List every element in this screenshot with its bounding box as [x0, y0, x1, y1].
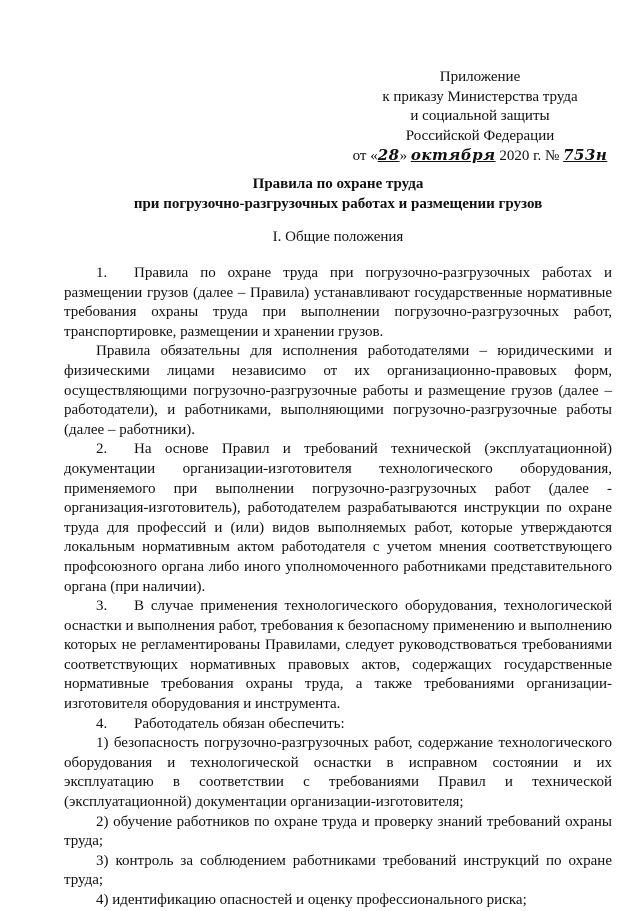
appendix-line-1: Приложение [439, 69, 521, 85]
order-number: 753н [563, 146, 608, 164]
section-heading: I. Общие положения [272, 229, 404, 245]
paragraph-3-number: 3. [96, 598, 108, 615]
date-month: октября [410, 146, 496, 164]
appendix-date-line [330, 146, 630, 167]
appendix-line-2: к приказу Министерства труда [382, 88, 578, 105]
paragraph-1-text: Правила по охране труда при погрузочно-разгрузочных работах и размещении грузов (далее – Правила) устанавливают государственные нормативные требования охраны труда при выполнении погрузочно-разгрузочных работ, транспортировке, размещении и хранении грузов. [64, 265, 612, 340]
date-year: 2020 г. № [495, 148, 564, 164]
appendix-header [330, 68, 630, 167]
title-line-2: при погрузочно-разгрузочных работах и размещении грузов [133, 195, 543, 212]
paragraph-1-number: 1. [96, 265, 108, 281]
list-item-4-4: 4) идентификацию опасностей и оценку профессионального риска; [96, 892, 527, 908]
paragraph-1 [64, 264, 612, 342]
appendix-line-3: и социальной защиты [410, 108, 550, 124]
list-item-4-3: 3) контроль за соблюдением работниками требований инструкций по охране труда; [64, 852, 612, 889]
paragraph-1b: Правила обязательны для исполнения работодателями – юридическими и физическими лицами независимо от их организационно-правовых форм, осуществляющими погрузочно-разгрузочные работы и размещение грузов (далее – работодатели), и работниками, выполняющими погрузочно-разгрузочные работы (далее – работники). [64, 343, 612, 438]
paragraph-2 [64, 440, 612, 597]
paragraph-4-text: Работодатель обязан обеспечить: [134, 715, 345, 732]
document-body [64, 264, 612, 911]
date-day: 28 [377, 146, 400, 164]
paragraph-3-text: В случае применения технологического оборудования, технологической оснастки и выполнения работ, требования к безопасному применению и выполнению которых не регламентированы Правилами, следует руководствоваться требованиями соответствующих нормативных правовых актов, содержащих государственные нормативные требования охраны труда, а также требованиями организации-изготовителя оборудования и инструмента. [64, 598, 613, 713]
list-item-4-1: 1) безопасность погрузочно-разгрузочных работ, содержание технологического оборудования и технологической оснастки в исправном состоянии и их эксплуатацию в соответствии с требованиями Правил и технической (эксплуатационной) документации организации-изготовителя; [64, 735, 612, 811]
paragraph-2-number: 2. [96, 441, 108, 458]
paragraph-4 [64, 715, 612, 735]
paragraph-4-number: 4. [96, 715, 108, 732]
date-mid: » [399, 148, 411, 164]
date-prefix: от « [352, 148, 378, 164]
list-item-4-2: 2) обучение работников по охране труда и проверку знаний требований охраны труда; [64, 813, 612, 850]
paragraph-2-text: На основе Правил и требований технической (эксплуатационной) документации организации-изготовителя технологического оборудования, применяемого при выполнении погрузочно-разгрузочных работ (далее - организация-изготовитель), работодателем разрабатываются инструкции по охране труда для профессий и (или) видов выполняемых работ, которые утверждаются локальным нормативным актом работодателя с учетом мнения соответствующего профсоюзного органа либо иного уполномоченного работниками представительного органа (при наличии). [64, 441, 612, 595]
document-title [64, 175, 612, 214]
paragraph-3 [64, 597, 612, 715]
appendix-line-4: Российской Федерации [405, 127, 555, 144]
title-line-1: Правила по охране труда [252, 176, 424, 192]
